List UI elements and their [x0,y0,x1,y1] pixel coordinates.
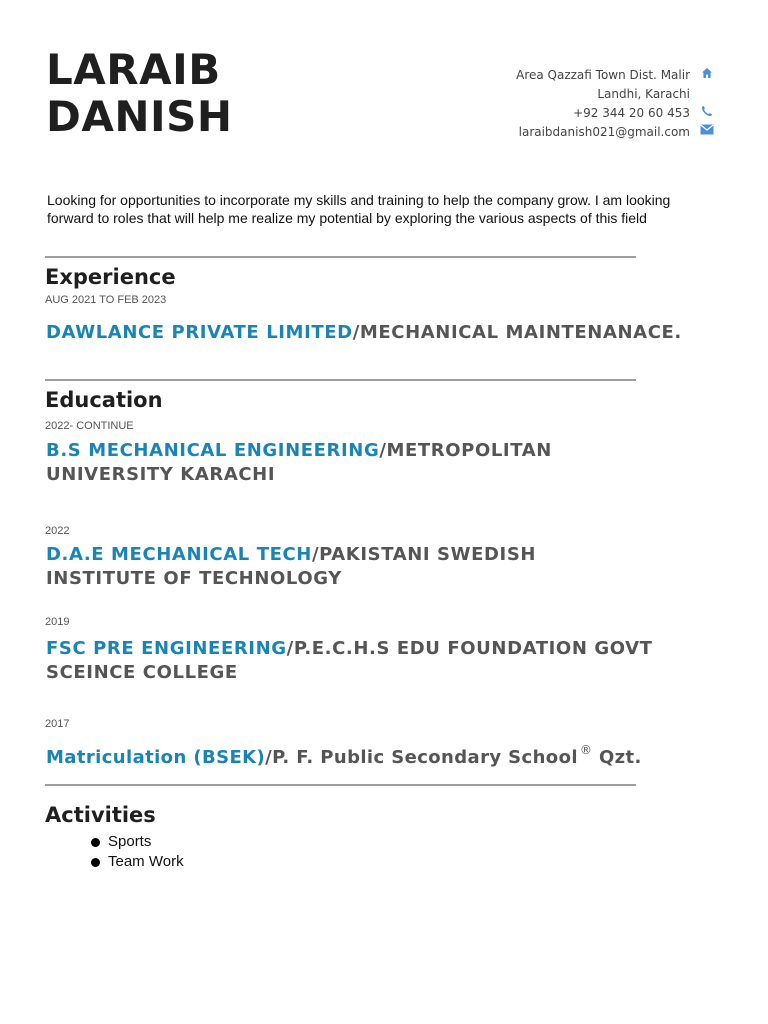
degree-name: FSC PRE ENGINEERING [46,638,287,659]
separator: / [286,638,294,659]
degree-name: Matriculation (BSEK) [46,747,266,768]
school-name: P. F. Public Secondary School [272,747,578,768]
job-title: MECHANICAL MAINTENANACE. [359,322,682,343]
experience-entry [46,321,736,345]
school-name: P.E.C.H.S EDU FOUNDATION GOVT SCEINCE COLLEGE [46,638,653,683]
list-item [91,852,184,872]
activities-list [91,832,184,872]
email-row [394,123,714,142]
divider [45,784,636,786]
education-entry [46,637,736,685]
school-suffix: Qzt. [592,747,642,768]
experience-dates: AUG 2021 TO FEB 2023 [45,294,167,306]
address-line-2: Landhi, Karachi [597,87,690,101]
experience-heading: Experience [45,265,176,289]
education-dates: 2019 [45,616,70,628]
education-entry [46,439,606,487]
separator: / [311,544,320,565]
last-name: DANISH [46,92,233,141]
first-name: LARAIB [46,45,221,94]
activity-label: Team Work [108,853,184,870]
list-item [91,832,184,852]
activity-label: Sports [108,833,152,850]
home-icon [700,66,714,79]
separator: / [352,322,360,343]
email-address[interactable]: laraibdanish021@gmail.com [518,125,690,139]
bullet-icon [91,858,100,867]
registered-mark: ® [579,743,593,757]
divider [45,379,636,381]
education-dates: 2017 [45,718,70,730]
education-entry [46,543,606,591]
education-entry [46,738,736,770]
divider [45,256,636,258]
separator: / [379,440,387,461]
bullet-icon [91,838,100,847]
education-dates: 2022- CONTINUE [45,420,134,432]
address-line-1: Area Qazzafi Town Dist. Malir [516,68,690,82]
education-dates: 2022 [45,525,70,537]
activities-heading: Activities [45,803,156,827]
degree-name: B.S MECHANICAL ENGINEERING [46,440,380,461]
phone-row [394,104,714,123]
phone-icon [700,104,714,117]
degree-name: D.A.E MECHANICAL TECH [46,544,312,565]
email-icon [700,123,714,135]
address-row [394,66,714,104]
objective-statement: Looking for opportunities to incorporate my skills and training to help the company grow. I am looking forward to roles that will help me realize my potential by exploring the various aspects of this field [47,192,671,226]
school-name: METROPOLITAN UNIVERSITY KARACHI [46,440,552,485]
separator: / [265,747,273,768]
phone-number[interactable]: +92 344 20 60 453 [573,106,690,120]
school-name: PAKISTANI SWEDISH INSTITUTE OF TECHNOLOGY [46,544,537,589]
candidate-name [46,46,233,140]
contact-info [394,66,714,142]
education-heading: Education [45,388,163,412]
employer-name: DAWLANCE PRIVATE LIMITED [46,322,353,343]
